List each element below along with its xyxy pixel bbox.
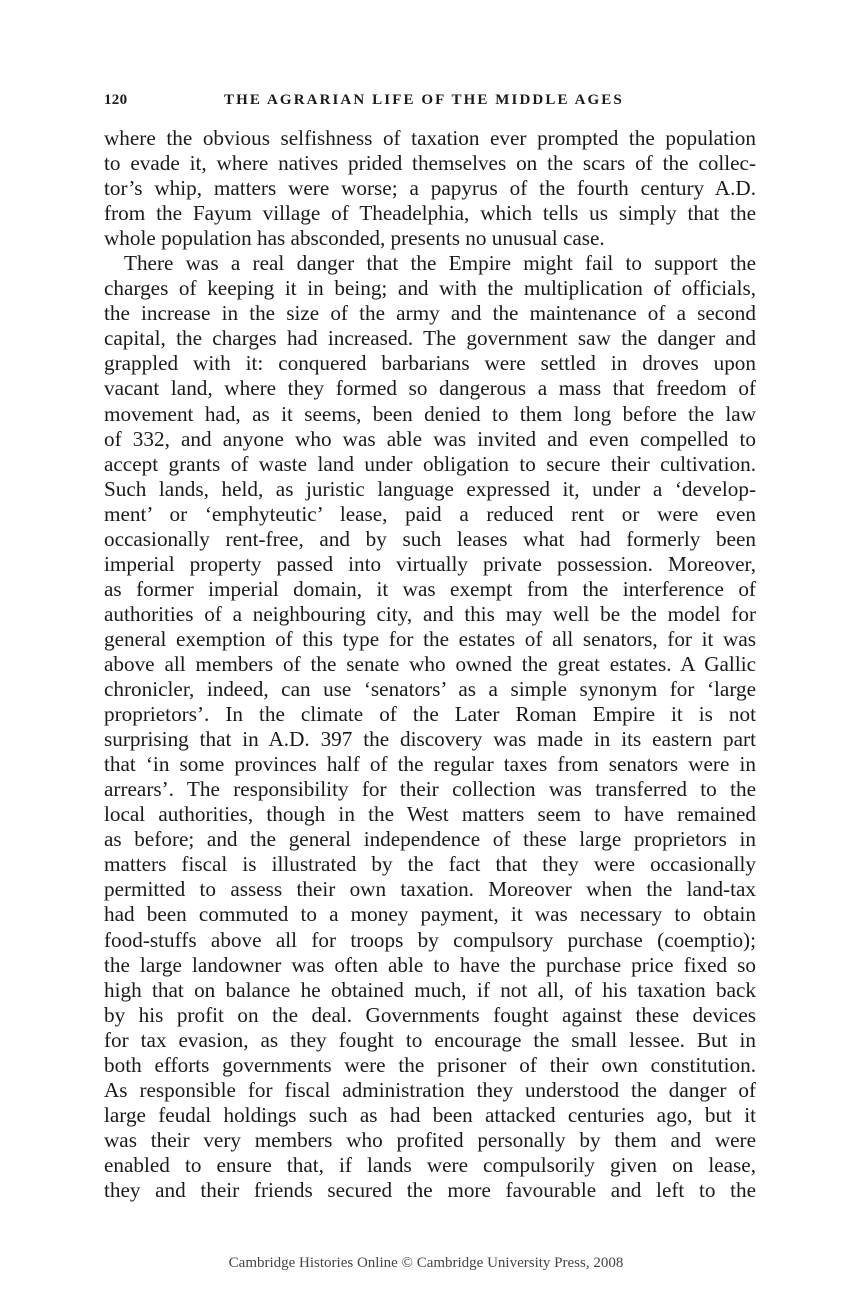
text-line: to evade it, where natives prided themselves on the scars of the collec- [104,151,756,176]
text-line: capital, the charges had increased. The government saw the danger and [104,326,756,351]
text-line: arrears’. The responsibility for their collection was transferred to the [104,777,756,802]
text-line: large feudal holdings such as had been attacked centuries ago, but it [104,1102,756,1127]
text-line: surprising that in A.D. 397 the discovery was made in its eastern part [104,727,756,752]
text-line: ment’ or ‘emphyteutic’ lease, paid a reduced rent or were even [104,501,756,526]
text-line: of 332, and anyone who was able was invited and even compelled to [104,426,756,451]
text-line: imperial property passed into virtually private possession. Moreover, [104,551,756,576]
body-text [104,126,756,1203]
text-line: grappled with it: conquered barbarians were settled in droves upon [104,351,756,376]
text-line: from the Fayum village of Theadelphia, which tells us simply that the [104,201,756,226]
text-line: movement had, as it seems, been denied to them long before the law [104,401,756,426]
text-line: that ‘in some provinces half of the regular taxes from senators were in [104,752,756,777]
text-line: enabled to ensure that, if lands were compulsorily given on lease, [104,1152,756,1177]
text-line: tor’s whip, matters were worse; a papyrus of the fourth century A.D. [104,176,756,201]
text-line: had been commuted to a money payment, it was necessary to obtain [104,902,756,927]
text-line: local authorities, though in the West matters seem to have remained [104,802,756,827]
text-line: above all members of the senate who owned the great estates. A Gallic [104,651,756,676]
page-header [104,92,756,116]
text-line: as former imperial domain, it was exempt from the interference of [104,576,756,601]
text-line: authorities of a neighbouring city, and this may well be the model for [104,601,756,626]
text-line: was their very members who profited personally by them and were [104,1127,756,1152]
text-line: general exemption of this type for the estates of all senators, for it was [104,626,756,651]
text-line: the large landowner was often able to have the purchase price fixed so [104,952,756,977]
text-line: Such lands, held, as juristic language expressed it, under a ‘develop- [104,476,756,501]
text-line: proprietors’. In the climate of the Later Roman Empire it is not [104,702,756,727]
text-line: occasionally rent-free, and by such leases what had formerly been [104,526,756,551]
text-line: As responsible for fiscal administration they understood the danger of [104,1077,756,1102]
text-line: by his profit on the deal. Governments fought against these devices [104,1002,756,1027]
text-line: accept grants of waste land under obligation to secure their cultivation. [104,451,756,476]
text-line: for tax evasion, as they fought to encourage the small lessee. But in [104,1027,756,1052]
text-line: permitted to assess their own taxation. Moreover when the land-tax [104,877,756,902]
text-line: vacant land, where they formed so dangerous a mass that freedom of [104,376,756,401]
text-line: whole population has absconded, presents no unusual case. [104,226,605,251]
text-line: both efforts governments were the prisoner of their own constitution. [104,1052,756,1077]
text-line: they and their friends secured the more favourable and left to the [104,1177,756,1202]
text-line: There was a real danger that the Empire might fail to support the [124,251,756,276]
text-line: chronicler, indeed, can use ‘senators’ as a simple synonym for ‘large [104,677,756,702]
text-line: the increase in the size of the army and the maintenance of a second [104,301,756,326]
text-line: charges of keeping it in being; and with the multiplication of officials, [104,276,756,301]
text-line: matters fiscal is illustrated by the fact that they were occasionally [104,852,756,877]
text-line: high that on balance he obtained much, if not all, of his taxation back [104,977,756,1002]
footer-credit: Cambridge Histories Online © Cambridge University Press, 2008 [228,1255,624,1271]
text-line: as before; and the general independence of these large proprietors in [104,827,756,852]
running-head: THE AGRARIAN LIFE OF THE MIDDLE AGES [224,92,624,108]
page-number: 120 [104,92,128,108]
text-line: food-stuffs above all for troops by compulsory purchase (coemptio); [104,927,756,952]
text-line: where the obvious selfishness of taxation ever prompted the population [104,126,756,150]
